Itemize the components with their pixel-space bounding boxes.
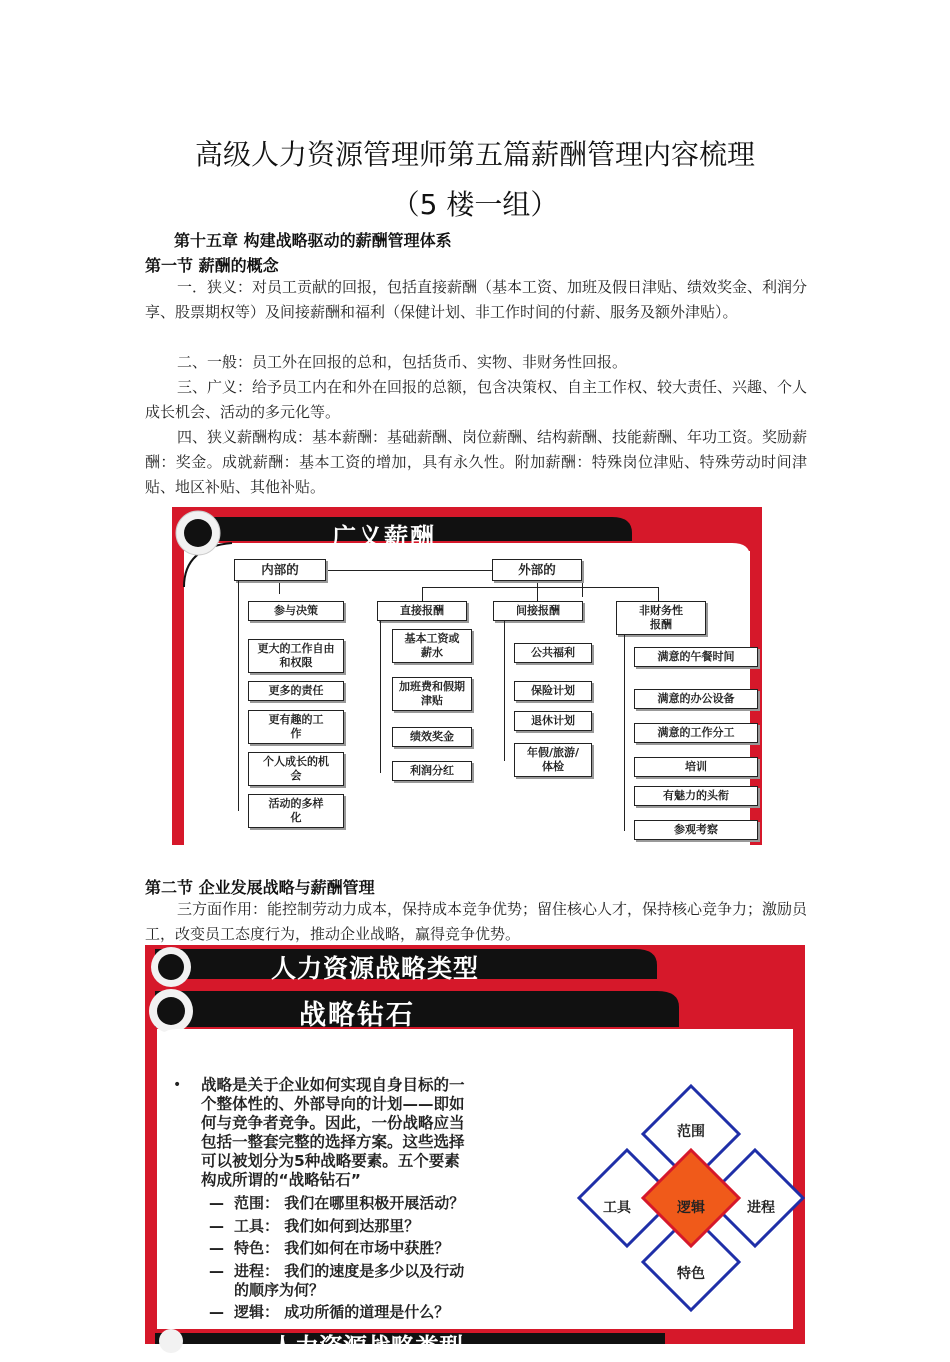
- bullet-dot-icon: •: [173, 1077, 182, 1093]
- nonfinancial-pay-box: 非财务性报酬: [616, 601, 706, 635]
- strategy-diamond-slide: [145, 945, 805, 1361]
- direct-pay-box: 直接报酬: [377, 601, 467, 621]
- sub-dash: —: [209, 1239, 224, 1257]
- indirect-item: 年假/旅游/体检: [514, 743, 592, 777]
- diamond-label-process: 进程: [747, 1200, 775, 1216]
- sub-dash: —: [209, 1303, 224, 1321]
- direct-item: 利润分红: [392, 761, 472, 781]
- direct-item: 绩效奖金: [392, 727, 472, 747]
- indirect-item: 公共福利: [514, 643, 592, 663]
- nonfinancial-item: 满意的午餐时间: [634, 647, 758, 667]
- internal-item: 更大的工作自由和权限: [248, 639, 344, 673]
- internal-item: 更多的责任: [248, 681, 344, 701]
- internal-box: 内部的: [234, 559, 326, 581]
- internal-item: 活动的多样化: [248, 794, 344, 828]
- nonfinancial-item: 满意的工作分工: [634, 723, 758, 743]
- section1-paragraph-1: 一．狭义：对员工贡献的回报，包括直接薪酬（基本工资、加班及假日津贴、绩效奖金、利润分享、股票期权等）及间接薪酬和福利（保健计划、非工作时间的付薪、服务及额外津贴）。: [145, 278, 808, 321]
- sub-item-scope: 范围： 我们在哪里积极开展活动？: [234, 1194, 465, 1212]
- section1-paragraph-2: 二、一般：员工外在回报的总和，包括货币、实物、非财务性回报。: [177, 353, 628, 371]
- bullet-line: 何与竞争者竞争。因此，一份战略应当: [201, 1114, 465, 1132]
- direct-item: 加班费和假期津贴: [392, 677, 472, 711]
- diamond-label-tools: 工具: [603, 1200, 631, 1216]
- slide2-banner-main: 战略钻石: [299, 1000, 415, 1031]
- slide2-banner-bottom: 人力资源战略类型: [271, 1333, 463, 1361]
- bullet-line: 可以被划分为5种战略要素。五个要素: [201, 1152, 460, 1170]
- sub-item-process: 进程： 我们的速度是多少以及行动: [234, 1262, 465, 1280]
- bullet-line: 个整体性的、外部导向的计划——即如: [201, 1095, 465, 1113]
- sub-item-feature: 特色： 我们如何在市场中获胜？: [234, 1239, 450, 1257]
- direct-item: 基本工资或薪水: [392, 629, 472, 663]
- section2-heading: 第二节 企业发展战略与薪酬管理: [145, 878, 375, 897]
- internal-item: 更有趣的工作: [248, 710, 344, 744]
- nonfinancial-item: 有魅力的头衔: [634, 786, 758, 806]
- document-subtitle: （5 楼一组）: [391, 188, 559, 221]
- internal-item: 参与决策: [248, 601, 344, 621]
- section1-heading: 第一节 薪酬的概念: [145, 256, 279, 275]
- external-box: 外部的: [492, 559, 582, 581]
- sub-item-process-cont: 的顺序为何？: [234, 1281, 325, 1299]
- bullet-line: 构成所谓的“战略钻石”: [201, 1171, 361, 1189]
- sub-dash: —: [209, 1262, 224, 1280]
- sub-item-tools: 工具： 我们如何到达那里？: [234, 1217, 420, 1235]
- section1-paragraph-3: 三、广义：给予员工内在和外在回报的总额，包含决策权、自主工作权、较大责任、兴趣、个人成长机会、活动的多元化等。: [145, 378, 808, 421]
- indirect-pay-box: 间接报酬: [493, 601, 583, 621]
- nonfinancial-item: 满意的办公设备: [634, 689, 758, 709]
- sub-dash: —: [209, 1194, 224, 1212]
- bullet-line: 战略是关于企业如何实现自身目标的一: [201, 1076, 465, 1094]
- document-title: 高级人力资源管理师第五篇薪酬管理内容梳理: [194, 138, 755, 171]
- slide2-banner-top: 人力资源战略类型: [271, 954, 480, 983]
- bullet-line: 包括一整套完整的选择方案。这些选择: [201, 1133, 465, 1151]
- diamond-label-logic: 逻辑: [677, 1200, 705, 1216]
- nonfinancial-item: 培训: [634, 757, 758, 777]
- indirect-item: 退休计划: [514, 711, 592, 731]
- chapter-heading: 第十五章 构建战略驱动的薪酬管理体系: [174, 231, 452, 250]
- diamond-label-scope: 范围: [677, 1124, 705, 1140]
- slide1-banner-title: 广义薪酬: [332, 523, 436, 551]
- nonfinancial-item: 参观考察: [634, 820, 758, 840]
- internal-item: 个人成长的机会: [248, 752, 344, 786]
- broad-compensation-slide: [172, 507, 762, 845]
- section2-paragraph-1: 三方面作用：能控制劳动力成本，保持成本竞争优势；留住核心人才，保持核心竞争力；激励员工，改变员工态度行为，推动企业战略，赢得竞争优势。: [145, 900, 808, 943]
- diamond-label-feature: 特色: [677, 1266, 705, 1282]
- section1-paragraph-4: 四、狭义薪酬构成：基本薪酬：基础薪酬、岗位薪酬、结构薪酬、技能薪酬、年功工资。奖励薪酬：奖金。成就薪酬：基本工资的增加，具有永久性。附加薪酬：特殊岗位津贴、特殊劳动时间津贴、地区补贴、其他补贴。: [145, 428, 808, 496]
- sub-dash: —: [209, 1217, 224, 1235]
- indirect-item: 保险计划: [514, 681, 592, 701]
- sub-item-logic: 逻辑： 成功所循的道理是什么？: [234, 1303, 450, 1321]
